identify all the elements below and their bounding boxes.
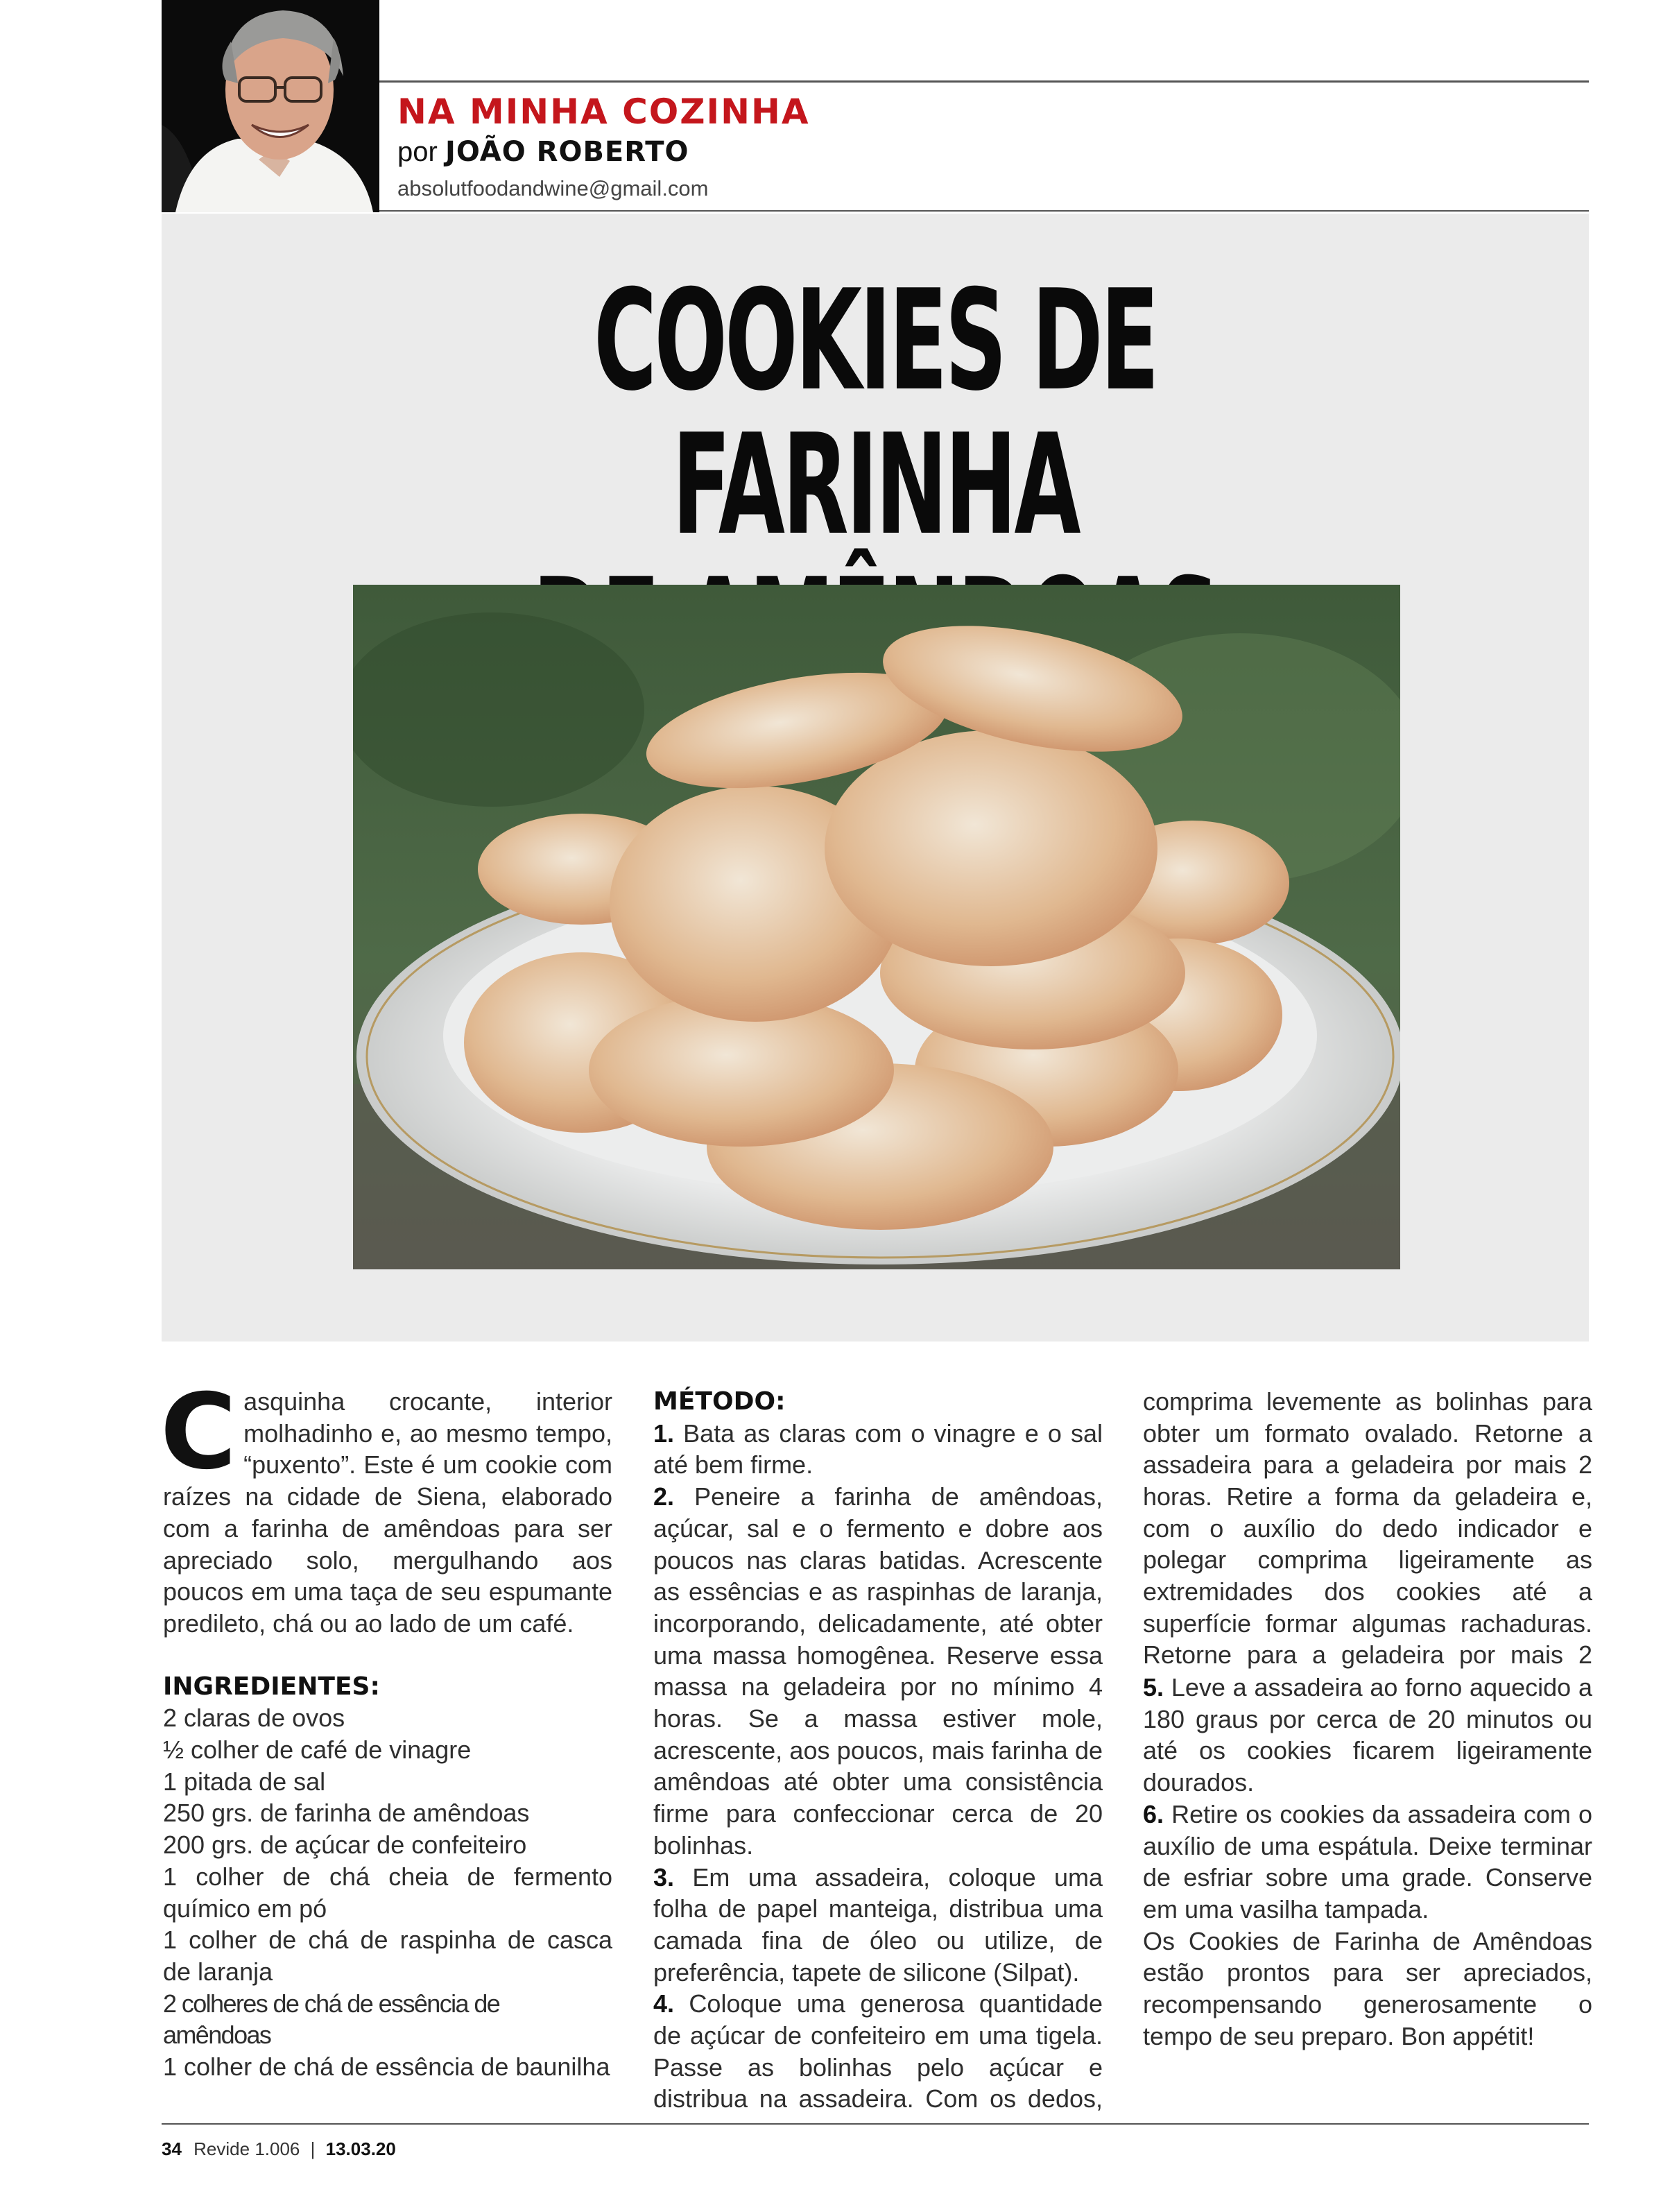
- author-photo: [162, 0, 379, 212]
- issue-date: 13.03.20: [325, 2138, 396, 2159]
- step-text: Bata as claras com o vinagre e o sal até bem firme.: [653, 1418, 1103, 1480]
- page-footer: [162, 2138, 396, 2160]
- method-step-4-continued: [1143, 1386, 1592, 1672]
- column-method-part-1: [653, 1386, 1103, 2115]
- intro-text: asquinha crocante, interior molhadinho e, ao mesmo tempo, “puxento”. Este é um cookie com raízes na cidade de Siena, elaborado com a farinha de amêndoas para ser apreciado solo, mergulhando aos poucos em uma taça de seu espumante predileto, chá ou ao lado de um café.: [163, 1387, 612, 1638]
- ingredient-item: 1 colher de chá de raspinha de casca de laranja: [163, 1926, 612, 1986]
- header-bottom-rule: [379, 210, 1589, 212]
- step-text: Leve a assadeira ao forno aquecido a 180 graus por cerca de 20 minutos ou até os cookies ficarem ligeiramente dourados.: [1143, 1673, 1592, 1797]
- method-step: [653, 1862, 1103, 1989]
- method-heading: MÉTODO:: [653, 1387, 786, 1416]
- step-number: 1.: [653, 1418, 675, 1448]
- step-text: Em uma assadeira, coloque uma folha de papel manteiga, distribua uma camada fina de óleo ou utilize, de preferência, tapete de silicone (Silpat).: [653, 1862, 1103, 1987]
- footer-rule: [162, 2123, 1589, 2125]
- step-number: 6.: [1143, 1799, 1164, 1828]
- drop-cap: C: [160, 1372, 237, 1493]
- author-name: JOÃO ROBERTO: [445, 136, 689, 168]
- header-top-rule: [379, 80, 1589, 83]
- step-text: comprima levemente as bolinhas para obter um formato ovalado. Retorne a assadeira para a geladeira por mais 2 horas. Retire a forma da geladeira e, com o auxílio do dedo indicador e polegar comprima ligeiramente as extremidades dos cookies até a superfície formar algumas rachaduras. Retorne para a geladeira por mais 2: [1143, 1387, 1592, 1670]
- author-email[interactable]: absolutfoodandwine@gmail.com: [397, 176, 709, 200]
- method-step: [653, 1418, 1103, 1481]
- step-number: 3.: [653, 1862, 675, 1892]
- step-text: Coloque uma generosa quantidade de açúcar de confeiteiro em uma tigela. Passe as bolinhas pelo açúcar e distribua na assadeira. Com os dedos,: [653, 1989, 1103, 2114]
- page-number: 34: [162, 2138, 182, 2159]
- closing-paragraph: Os Cookies de Farinha de Amêndoas estão prontos para ser apreciados, recompensando generosamente o tempo de seu preparo. Bon appétit!: [1143, 1926, 1592, 2050]
- step-number: 2.: [653, 1482, 675, 1511]
- publication-issue: Revide 1.006: [193, 2138, 300, 2159]
- recipe-photo: [353, 585, 1400, 1269]
- column-method-part-2: [1143, 1386, 1592, 2052]
- column-intro-ingredients: [160, 1372, 612, 2083]
- ingredient-item: 250 grs. de farinha de amêndoas: [163, 1799, 530, 1828]
- step-number: 4.: [653, 1989, 675, 2018]
- step-text: Retire os cookies da assadeira com o auxílio de uma espátula. Deixe terminar de esfriar sobre uma grade. Conserve em uma vasilha tampada.: [1143, 1799, 1592, 1923]
- method-step-4-continuation: [1143, 1386, 1592, 1672]
- ingredient-item: 200 grs. de açúcar de confeiteiro: [163, 1831, 527, 1860]
- method-step-4-flow: [653, 1988, 1103, 2115]
- ingredient-item: ½ colher de café de vinagre: [163, 1735, 472, 1765]
- step-number: 5.: [1143, 1673, 1164, 1701]
- method-step: [1143, 1799, 1592, 1926]
- method-step: [653, 1988, 1103, 2115]
- byline-prefix: por: [397, 137, 438, 167]
- footer-separator: |: [310, 2138, 316, 2159]
- intro-paragraph: [160, 1372, 612, 1640]
- ingredient-item: 1 colher de chá de essência de baunilha: [163, 2052, 610, 2082]
- ingredient-item: 1 pitada de sal: [163, 1767, 326, 1796]
- method-step: [653, 1481, 1103, 1861]
- ingredient-item: 2 colheres de chá de essência de amêndoas: [163, 1989, 500, 2050]
- method-step: [1143, 1672, 1592, 1799]
- ingredient-item: 2 claras de ovos: [163, 1704, 345, 1733]
- headline-line-1: COOKIES DE FARINHA: [594, 260, 1157, 566]
- byline: [397, 136, 689, 168]
- ingredient-item: 1 colher de chá cheia de fermento químico em pó: [163, 1862, 612, 1923]
- ingredients-heading: INGREDIENTES:: [163, 1672, 380, 1701]
- column-title: NA MINHA COZINHA: [397, 92, 810, 132]
- step-text: Peneire a farinha de amêndoas, açúcar, sal e o fermento e dobre aos poucos nas claras batidas. Acrescente as essências e as raspinhas de laranja, incorporando, delicadamente, até obter uma massa homogênea. Reserve essa massa na geladeira por no mínimo 4 horas. Se a massa estiver mole, acrescente, aos poucos, mais farinha de amêndoas até obter uma consistência firme para confeccionar cerca de 20 bolinhas.: [653, 1482, 1103, 1860]
